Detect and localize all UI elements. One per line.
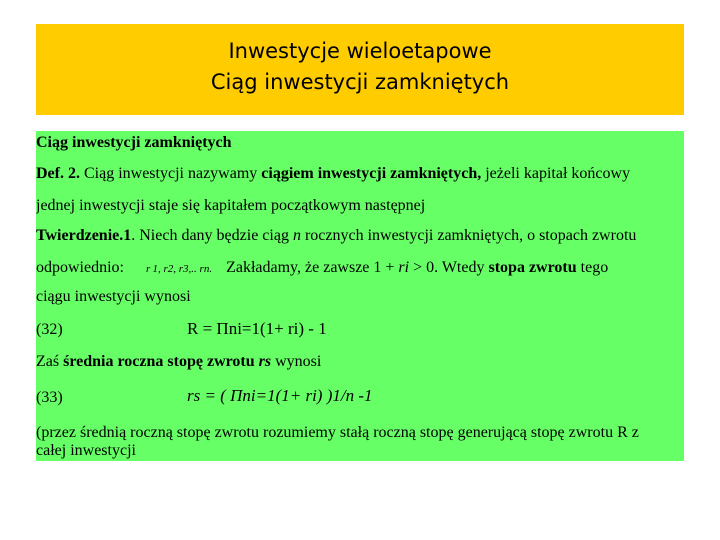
mean-text-1: Zaś	[36, 353, 64, 370]
theorem-text-1: . Niech dany będzie ciąg	[131, 227, 293, 244]
rates-line	[36, 259, 608, 277]
definition-line-2: jednej inwestycji staje się kapitałem początkowym następnej	[36, 197, 426, 214]
mean-rs: rs	[258, 353, 272, 370]
sequence-line: ciągu inwestycji wynosi	[36, 288, 191, 305]
slide-title	[36, 24, 684, 115]
def-text-1: Ciąg inwestycji nazywamy	[79, 165, 262, 182]
equation-32-number: (32)	[36, 321, 63, 338]
rates-list: r 1, r2, r3,.. rn.	[146, 263, 213, 275]
definition-line-1	[36, 165, 630, 183]
theorem-n: n	[292, 227, 301, 244]
section-heading: Ciąg inwestycji zamkniętych	[36, 134, 232, 151]
equation-33-formula: rs = ( Πni=1(1+ ri) )1/n -1	[187, 386, 373, 405]
note-line-2: całej inwestycji	[36, 442, 136, 459]
title-line-1: Inwestycje wieloetapowe	[228, 39, 492, 63]
def-text-2: jeżeli kapitał końcowy	[481, 165, 631, 182]
title-line-2: Ciąg inwestycji zamkniętych	[210, 70, 510, 94]
assume-text: Zakładamy, że zawsze 1 +	[226, 259, 399, 276]
stopa-zwrotu-term: stopa zwrotu	[488, 259, 577, 276]
theorem-label: Twierdzenie.1	[36, 227, 132, 244]
theorem-text-2: rocznych inwestycji zamkniętych, o stopach zwrotu	[300, 227, 637, 244]
mean-line	[36, 353, 321, 371]
mean-bold-term: średnia roczna stopę zwrotu	[63, 353, 259, 370]
content-box	[36, 131, 684, 461]
def-label: Def. 2.	[36, 165, 80, 182]
note-line-1: (przez średnią roczną stopę zwrotu rozumiemy stałą roczną stopę generującą stopę zwrotu R z	[36, 424, 639, 441]
def-bold-term: ciągiem inwestycji zamkniętych,	[261, 165, 482, 182]
rates-intro: odpowiednio:	[36, 259, 124, 276]
mean-text-2: wynosi	[271, 353, 322, 370]
assume-text-3: tego	[576, 259, 609, 276]
theorem-line	[36, 227, 636, 245]
assume-text-2: > 0. Wtedy	[409, 259, 489, 276]
equation-33-number: (33)	[36, 389, 63, 406]
equation-32-formula: R = Πni=1(1+ ri) - 1	[187, 319, 327, 338]
assume-ri: ri	[398, 259, 410, 276]
